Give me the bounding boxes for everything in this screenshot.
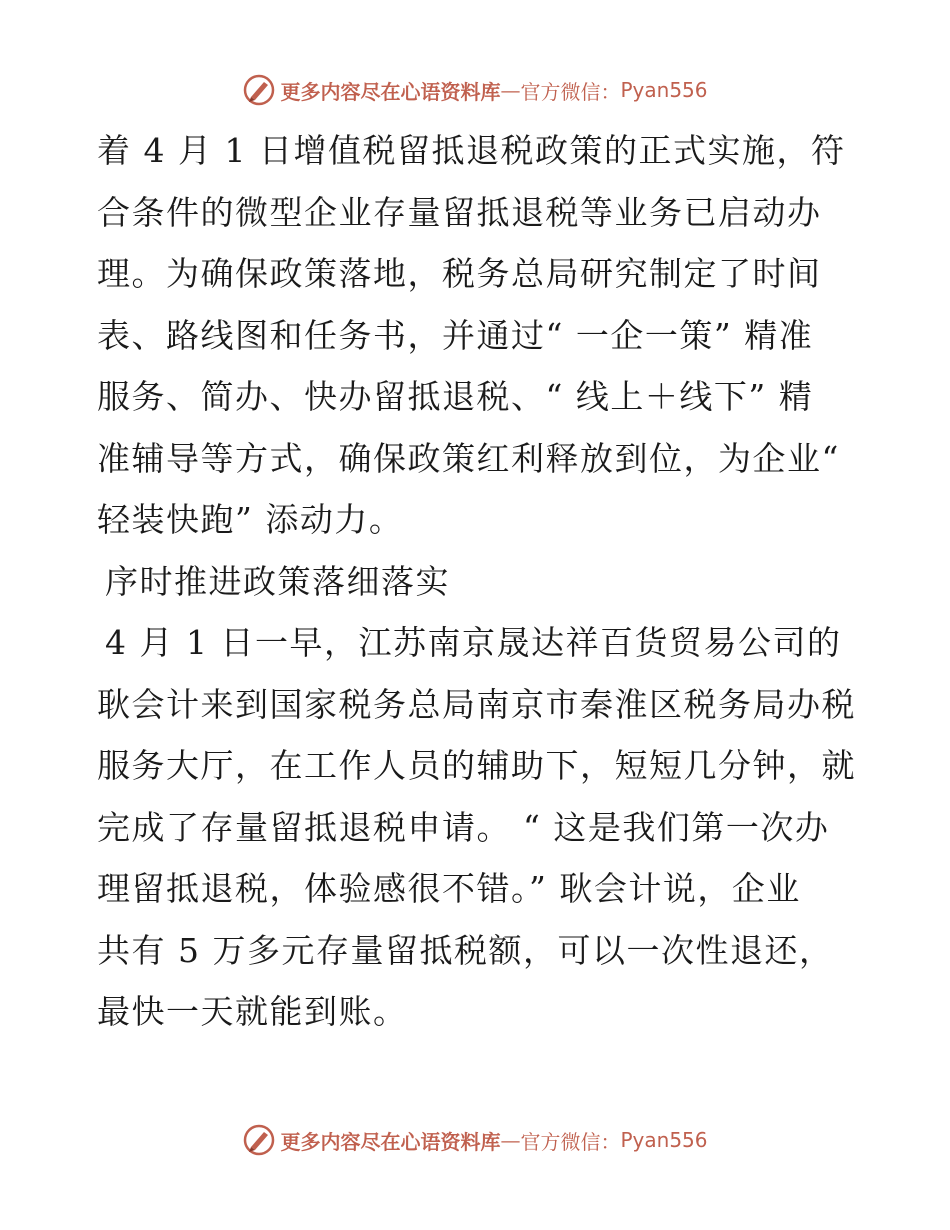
paragraph-line: 完成了存量留抵退税申请。 “ 这是我们第一次办 xyxy=(97,807,830,847)
paragraph-line: 着 4 月 1 日增值税留抵退税政策的正式实施，符 xyxy=(97,131,846,170)
banner-wechat-id: Pyan556 xyxy=(620,1128,708,1152)
document-body xyxy=(97,120,857,1043)
banner-brand-text: 更多内容尽在心语资料库 xyxy=(280,1129,501,1154)
paragraph-line: 服务、简办、快办留抵退税、“ 线上＋线下” 精 xyxy=(97,377,814,416)
banner-wechat-label: 官方微信： xyxy=(520,1129,621,1154)
paragraph-line: 轻装快跑” 添动力。 xyxy=(97,500,404,539)
banner-brand-text: 更多内容尽在心语资料库 xyxy=(280,79,501,104)
header-watermark-banner xyxy=(0,70,950,110)
paragraph-line: 理留抵退税，体验感很不错。” 耿会计说，企业 xyxy=(97,869,801,908)
paragraph-line: 合条件的微型企业存量留抵退税等业务已启动办 xyxy=(97,192,822,232)
paragraph-1 xyxy=(97,120,857,551)
pen-logo-icon xyxy=(242,73,276,107)
pen-logo-icon xyxy=(242,1123,276,1157)
paragraph-2 xyxy=(97,612,857,1043)
banner-separator: — xyxy=(500,1128,521,1152)
paragraph-line: 表、路线图和任务书，并通过“ 一企一策” 精准 xyxy=(97,315,814,355)
banner-wechat-id: Pyan556 xyxy=(620,78,708,102)
paragraph-line: 准辅导等方式，确保政策红利释放到位，为企业“ xyxy=(97,438,840,478)
paragraph-line: 共有 5 万多元存量留抵税额，可以一次性退还， xyxy=(97,930,834,970)
banner-separator: — xyxy=(500,78,521,102)
banner-wechat-label: 官方微信： xyxy=(520,79,621,104)
paragraph-line: 最快一天就能到账。 xyxy=(97,992,408,1031)
section-heading: 序时推进政策落细落实 xyxy=(105,561,450,601)
footer-watermark-banner xyxy=(0,1120,950,1160)
paragraph-line: 服务大厅，在工作人员的辅助下，短短几分钟，就 xyxy=(97,746,856,785)
paragraph-line: 理。为确保政策落地，税务总局研究制定了时间 xyxy=(97,254,822,293)
paragraph-line: 耿会计来到国家税务总局南京市秦淮区税务局办税 xyxy=(97,684,856,724)
paragraph-line: 4 月 1 日一早，江苏南京晟达祥百货贸易公司的 xyxy=(105,623,842,662)
